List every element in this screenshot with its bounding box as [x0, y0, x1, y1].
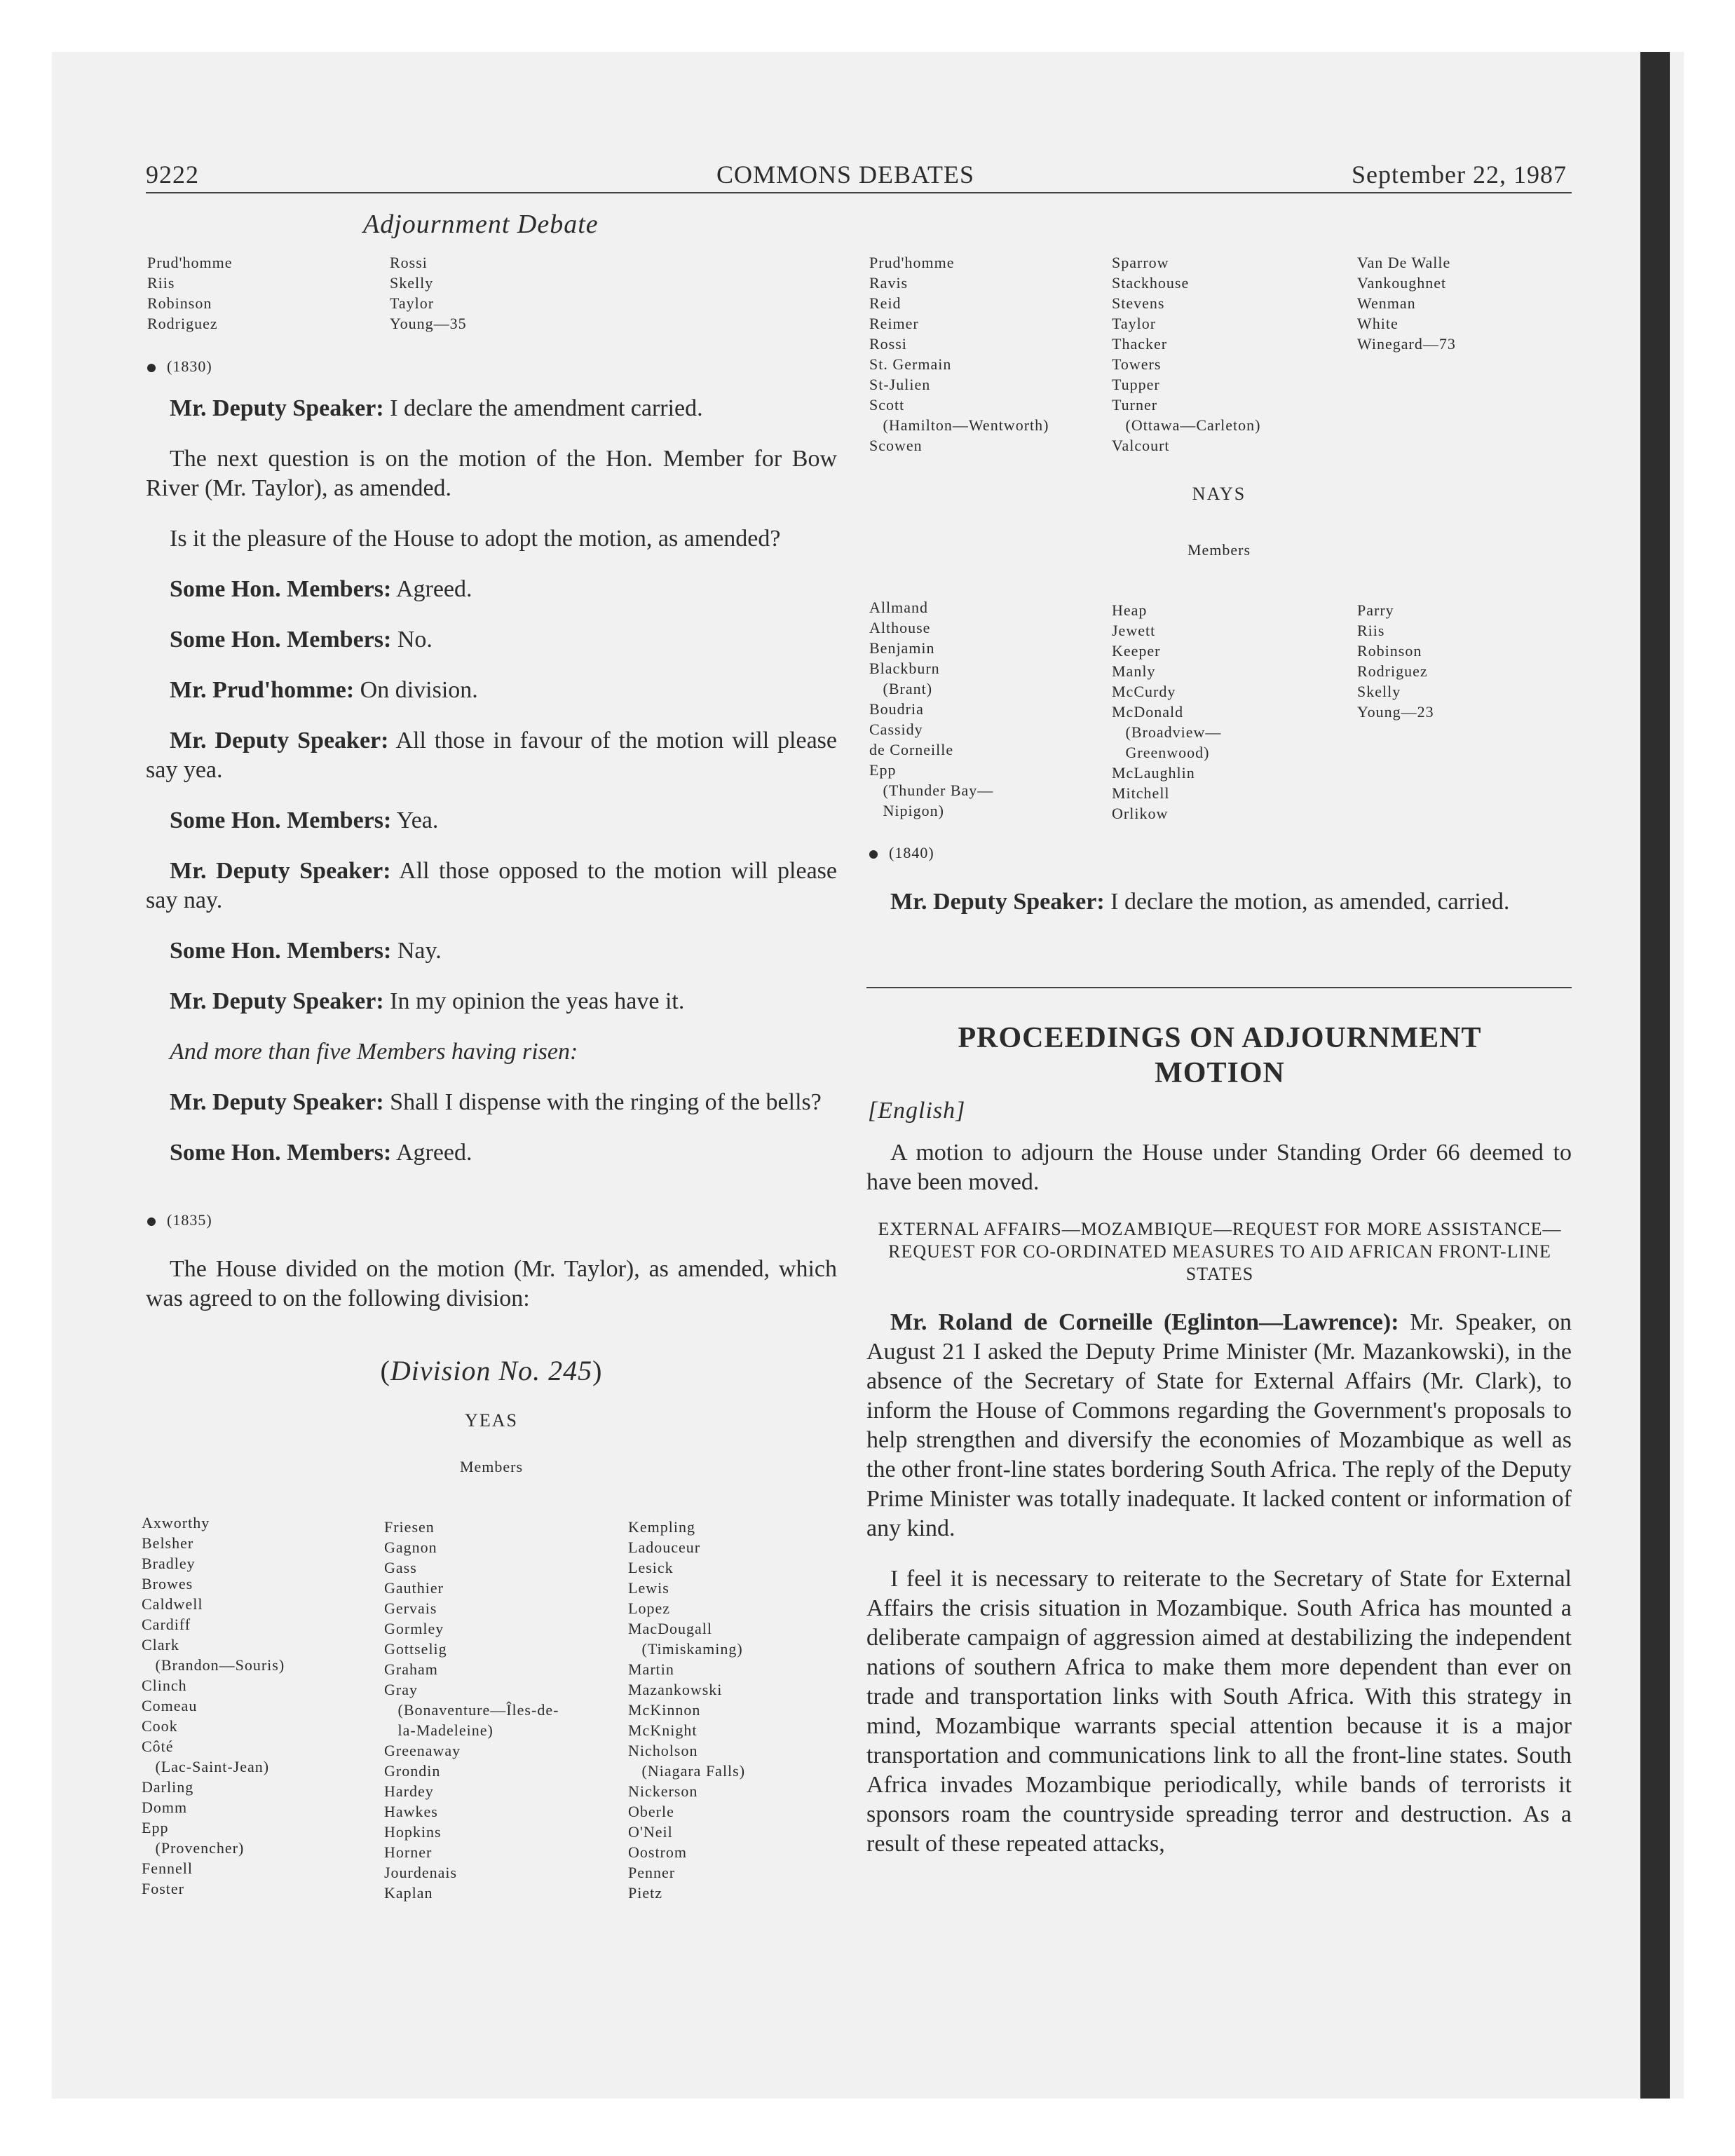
speaker: Mr. Deputy Speaker: [170, 395, 384, 421]
paragraph: Is it the pleasure of the House to adopt the motion, as amended? [170, 526, 781, 552]
time-marker-1835 [147, 1211, 212, 1229]
paragraph [146, 575, 837, 604]
bullet-icon [869, 850, 878, 859]
time-marker-1840 [869, 844, 934, 862]
paragraph [866, 887, 1572, 917]
right-text-upper [866, 887, 1572, 938]
paragraph [146, 1138, 837, 1168]
bullet-icon [147, 364, 156, 372]
yeas-heading: YEAS [465, 1410, 518, 1431]
speaker: Mr. Roland de Corneille (Eglinton—Lawrence): [890, 1309, 1399, 1335]
left-text-block [146, 394, 837, 1189]
paragraph [146, 806, 837, 835]
speech: All those opposed to the motion will please say nay. [146, 858, 838, 913]
nays-col1: Allmand Althouse Benjamin Blackburn (Brant) Boudria Cassidy de Corneille Epp (Thunder Bay— Nipigon) [869, 599, 994, 819]
division-label: Division No. 245 [390, 1355, 593, 1386]
speaker: Some Hon. Members: [170, 938, 392, 964]
speaker: Mr. Prud'homme: [170, 677, 355, 703]
right-text-lower [866, 1308, 1572, 1880]
subject-heading: EXTERNAL AFFAIRS—MOZAMBIQUE—REQUEST FOR MORE ASSISTANCE—REQUEST FOR CO-ORDINATED MEASURES TO AID AFRICAN FRONT-LINE STATES [878, 1219, 1562, 1284]
yeas-members-label: Members [459, 1458, 524, 1475]
header-date: September 22, 1987 [1352, 161, 1567, 189]
time-text: (1830) [167, 357, 212, 375]
speech: In my opinion the yeas have it. [383, 988, 685, 1014]
speaker: Mr. Deputy Speaker: [170, 858, 391, 884]
yeas-cont-col3: Van De Walle Vankoughnet Wenman White Winegard—73 [1357, 254, 1456, 353]
paragraph: A motion to adjourn the House under Standing Order 66 deemed to have been moved. [866, 1140, 1572, 1195]
nays-col2: Heap Jewett Keeper Manly McCurdy McDonald (Broadview— Greenwood) McLaughlin Mitchell Orlikow [1112, 601, 1222, 822]
nays-heading: NAYS [1192, 484, 1246, 504]
yeas-col1: Axworthy Belsher Bradley Browes Caldwell Cardiff Clark (Brandon—Souris) Clinch Comeau Cook Côté (Lac-Saint-Jean) Darling Domm Epp (Provencher) Fennell Foster [142, 1514, 285, 1897]
speech: All those in favour of the motion will please say yea. [146, 728, 838, 783]
paragraph [146, 394, 837, 423]
paragraph [146, 726, 837, 785]
paragraph: The next question is on the motion of the Hon. Member for Bow River (Mr. Taylor), as amended. [146, 446, 837, 501]
speaker: Mr. Deputy Speaker: [170, 988, 384, 1014]
speech: I declare the amendment carried. [383, 395, 703, 421]
nays-members-label: Members [1187, 541, 1251, 559]
publication-title: COMMONS DEBATES [716, 161, 975, 189]
nays-col3: Parry Riis Robinson Rodriguez Skelly Young—23 [1357, 601, 1434, 721]
yeas-cont-col1: Prud'homme Ravis Reid Reimer Rossi St. Germain St-Julien Scott (Hamilton—Wentworth) Scowen [869, 254, 1049, 454]
paragraph [146, 1088, 837, 1117]
header-rule [146, 192, 1572, 193]
yeas-cont-col2: Sparrow Stackhouse Stevens Taylor Thacker Towers Tupper Turner (Ottawa—Carleton) Valcourt [1112, 254, 1261, 454]
language-tag: [English] [868, 1098, 966, 1124]
speech: Yea. [391, 807, 439, 833]
speaker: Mr. Deputy Speaker: [170, 1089, 384, 1115]
paragraph: I feel it is necessary to reiterate to the Secretary of State for External Affairs the crisis situation in Mozambique. South Africa has mounted a deliberate campaign of aggression aimed at destabilizing the independent nations of southern Africa to make them more dependent than ever on trade and transportation links with South Africa. With this strategy in mind, Mozambique warrants special attention because it is a major transportation and communications link to all the front-line states. South Africa invades Mozambique periodically, while bands of terrorists it sponsors roam the countryside spreading terror and destruction. As a result of these repeated attacks, [866, 1566, 1572, 1857]
page-edge-shadow [1640, 52, 1670, 2099]
paragraph [146, 987, 837, 1016]
yeas-col3: Kempling Ladouceur Lesick Lewis Lopez MacDougall (Timiskaming) Martin Mazankowski McKinnon McKnight Nicholson (Niagara Falls) Nickerson Oberle O'Neil Oostrom Penner Pietz [628, 1518, 746, 1902]
paragraph-italic: And more than five Members having risen: [170, 1039, 578, 1065]
speech: Mr. Speaker, on August 21 I asked the Deputy Prime Minister (Mr. Mazankowski), in the absence of the Secretary of State for External Affairs (Mr. Clark), to inform the House of Commons regarding the Government's proposals to help strengthen and diversify the economies of Mozambique as well as the other front-line states bordering South Africa. The reply of the Deputy Prime Minister was totally inadequate. It lacked content or information of any kind. [866, 1309, 1572, 1541]
speaker: Mr. Deputy Speaker: [890, 889, 1105, 915]
speech: Agreed. [391, 1140, 472, 1166]
speech: No. [391, 627, 433, 653]
speech: Agreed. [391, 576, 472, 602]
right-text-mid [866, 1138, 1572, 1218]
paragraph [146, 936, 837, 966]
paragraph: The House divided on the motion (Mr. Taylor), as amended, which was agreed to on the following division: [146, 1256, 837, 1311]
speaker: Mr. Deputy Speaker: [170, 728, 389, 753]
speech: On division. [354, 677, 478, 703]
paragraph [866, 1308, 1572, 1543]
division-intro [146, 1255, 837, 1335]
time-text: (1835) [167, 1211, 212, 1229]
bullet-icon [147, 1217, 156, 1226]
section-divider [866, 987, 1572, 988]
section-heading: PROCEEDINGS ON ADJOURNMENT MOTION [958, 1022, 1482, 1089]
running-title: Adjournment Debate [363, 210, 599, 239]
speaker: Some Hon. Members: [170, 807, 392, 833]
top-list-col1: Prud'homme Riis Robinson Rodriguez [147, 254, 233, 332]
speaker: Some Hon. Members: [170, 627, 392, 653]
paragraph [146, 857, 837, 915]
paragraph [146, 676, 837, 705]
time-text: (1840) [889, 844, 934, 861]
top-list-col2: Rossi Skelly Taylor Young—35 [390, 254, 467, 332]
paragraph [146, 625, 837, 655]
speech: Nay. [391, 938, 442, 964]
paren: ( [380, 1355, 390, 1386]
time-marker-1830 [147, 357, 212, 376]
yeas-col2: Friesen Gagnon Gass Gauthier Gervais Gormley Gottselig Graham Gray (Bonaventure—Îles-de- la-Madeleine) Greenaway Grondin Hardey Hawkes Hopkins Horner Jourdenais Kaplan [384, 1518, 559, 1902]
speaker: Some Hon. Members: [170, 1140, 392, 1166]
speaker: Some Hon. Members: [170, 576, 392, 602]
speech: I declare the motion, as amended, carried. [1104, 889, 1510, 915]
page-number: 9222 [146, 161, 199, 189]
division-title [146, 1354, 837, 1387]
speech: Shall I dispense with the ringing of the bells? [383, 1089, 822, 1115]
paren: ) [592, 1355, 603, 1386]
